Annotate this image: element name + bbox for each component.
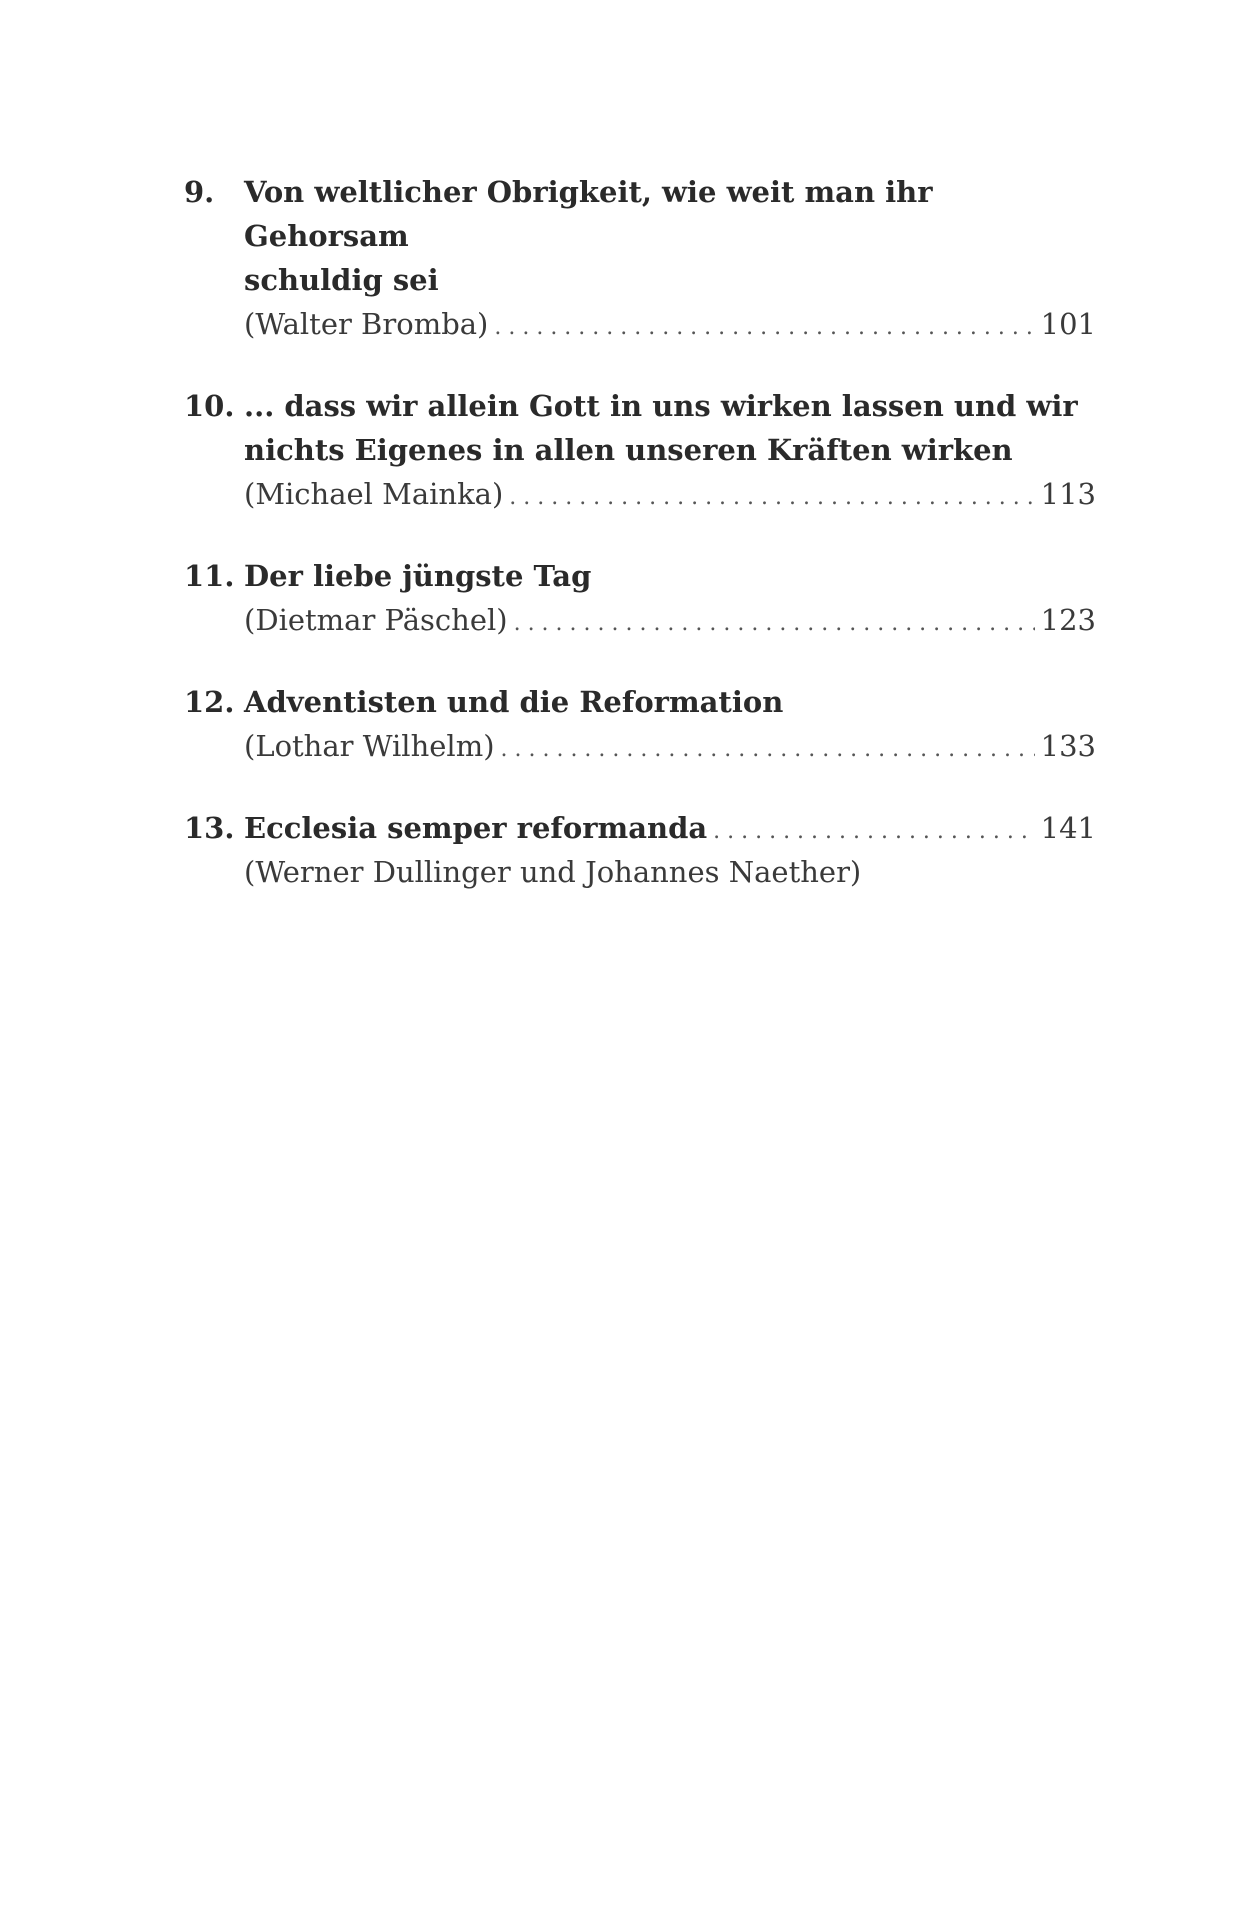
entry-title-row: [244, 806, 1096, 850]
toc-entry: [184, 170, 1096, 346]
entry-author-row: [244, 724, 1096, 768]
entry-author-row: [244, 302, 1096, 346]
dot-leader: [509, 485, 1034, 510]
entry-title-line: schuldig sei: [244, 263, 439, 297]
entry-number: 11.: [184, 559, 235, 593]
toc-entry: [184, 554, 1096, 642]
entry-title-line: ... dass wir allein Gott in uns wirken lassen und wir: [244, 389, 1078, 423]
entry-author-row: [244, 598, 1096, 642]
entry-number: 12.: [184, 685, 235, 719]
entry-number: 9.: [184, 175, 215, 209]
entry-page-number: 141: [1040, 811, 1096, 845]
entry-author: (Lothar Wilhelm): [244, 729, 495, 763]
dot-leader: [501, 737, 1035, 762]
entry-page-number: 123: [1040, 603, 1096, 637]
entry-title-line: Adventisten und die Reformation: [244, 685, 784, 719]
entry-author: (Dietmar Päschel): [244, 603, 508, 637]
entry-title-line: Der liebe jüngste Tag: [244, 559, 592, 593]
entry-number: 13.: [184, 811, 235, 845]
entry-title-line: Von weltlicher Obrigkeit, wie weit man ihr Gehorsam: [244, 175, 933, 253]
entry-title-line: nichts Eigenes in allen unseren Kräften wirken: [244, 433, 1013, 467]
table-of-contents: [184, 170, 1096, 932]
entry-page-number: 101: [1040, 307, 1096, 341]
entry-author: (Michael Mainka): [244, 477, 504, 511]
entry-author-row: [244, 472, 1096, 516]
entry-title-line: Ecclesia semper reformanda: [244, 811, 708, 845]
toc-entry: [184, 806, 1096, 894]
entry-number: 10.: [184, 389, 235, 423]
toc-entry: [184, 384, 1096, 516]
dot-leader: [494, 315, 1034, 340]
dot-leader: [713, 819, 1035, 844]
entry-page-number: 113: [1040, 477, 1096, 511]
toc-entry: [184, 680, 1096, 768]
dot-leader: [514, 611, 1035, 636]
entry-author: (Werner Dullinger und Johannes Naether): [244, 855, 862, 889]
entry-author: (Walter Bromba): [244, 307, 489, 341]
entry-page-number: 133: [1040, 729, 1096, 763]
